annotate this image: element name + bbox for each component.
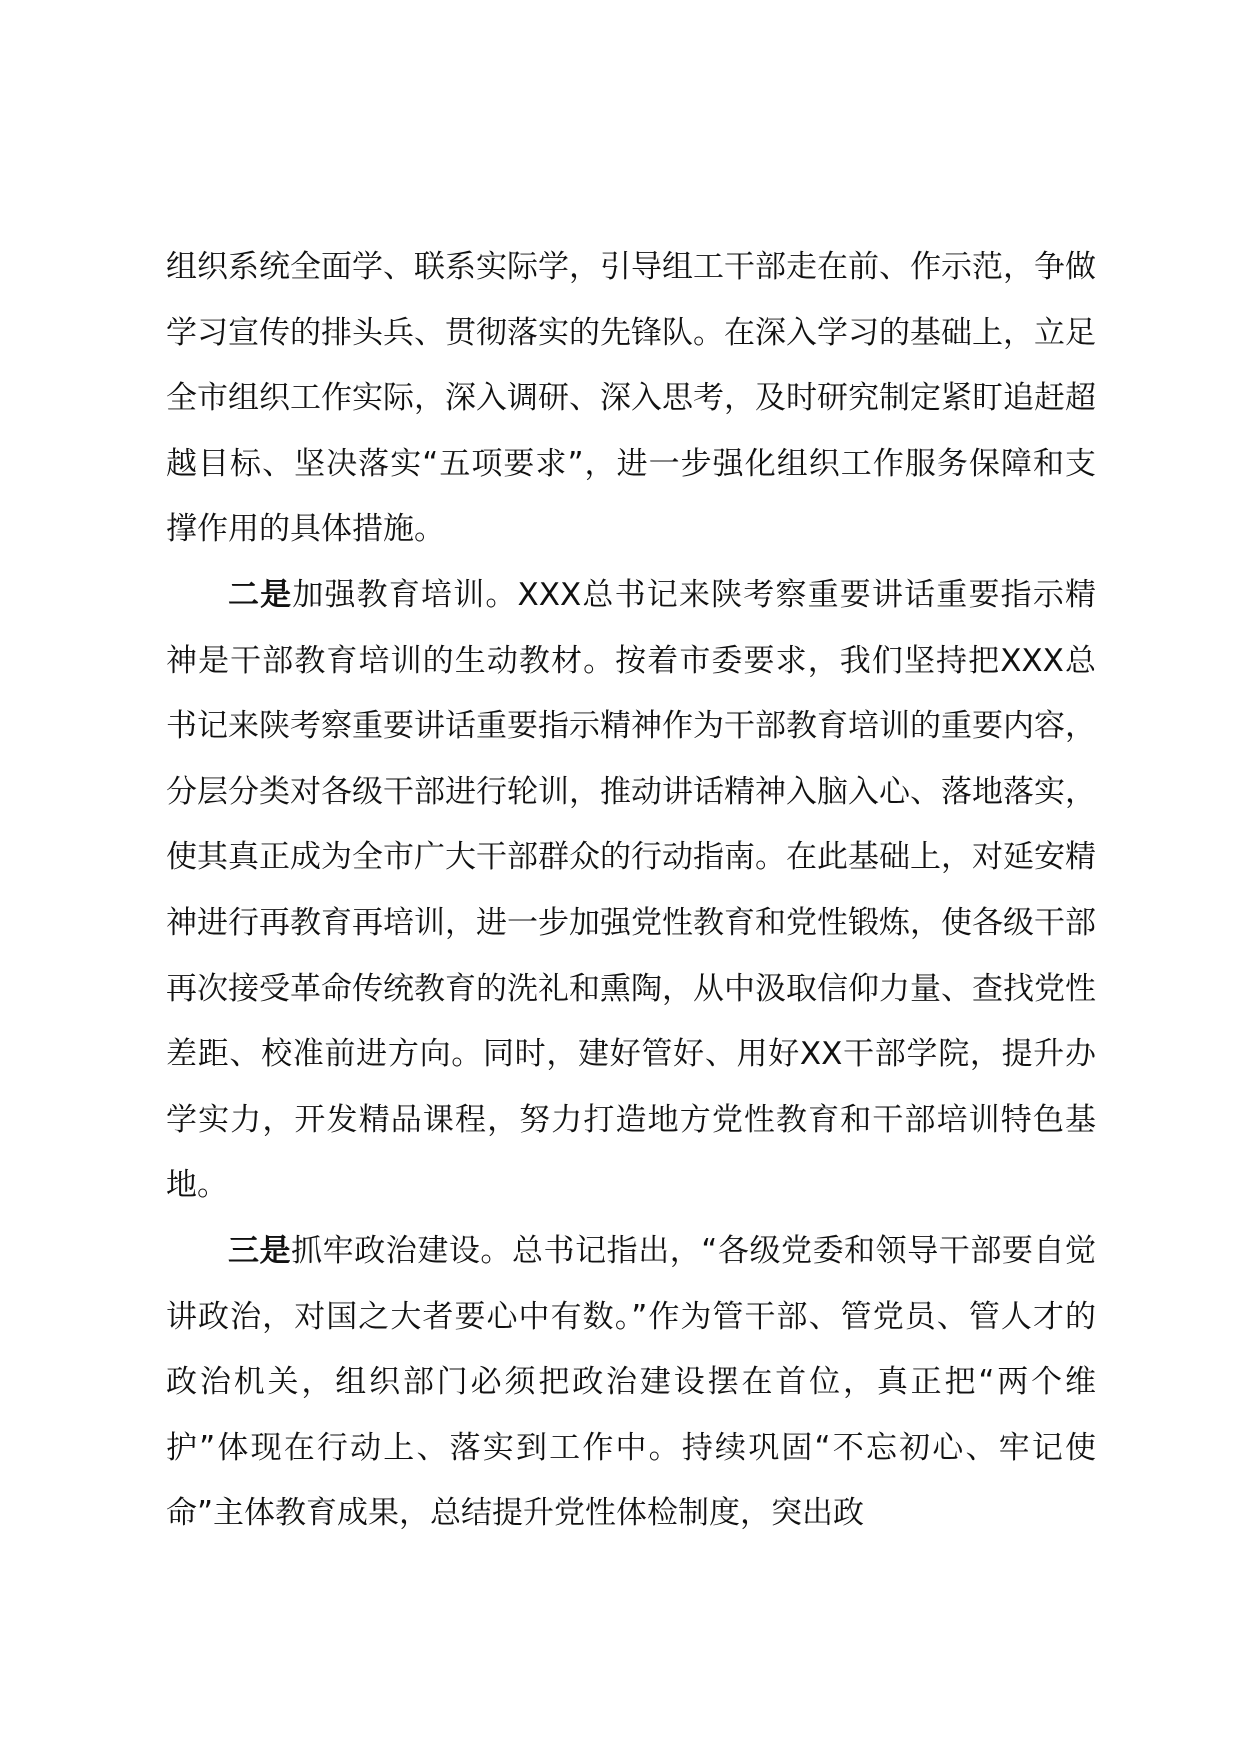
paragraph-2: [166, 563, 1096, 1219]
paragraph-2-text: 加强教育培训。XXX总书记来陕考察重要讲话重要指示精神是干部教育培训的生动教材。按着市委要求，我们坚持把XXX总书记来陕考察重要讲话重要指示精神作为干部教育培训的重要内容，分层分类对各级干部进行轮训，推动讲话精神入脑入心、落地落实，使其真正成为全市广大干部群众的行动指南。在此基础上，对延安精神进行再教育再培训，进一步加强党性教育和党性锻炼，使各级干部再次接受革命传统教育的洗礼和熏陶，从中汲取信仰力量、查找党性差距、校准前进方向。同时，建好管好、用好XX干部学院，提升办学实力，开发精品课程，努力打造地方党性教育和干部培训特色基地。: [166, 576, 1096, 1204]
paragraph-3-text: 抓牢政治建设。总书记指出，“各级党委和领导干部要自觉讲政治，对国之大者要心中有数。”作为管干部、管党员、管人才的政治机关，组织部门必须把政治建设摆在首位，真正把“两个维护”体现在行动上、落实到工作中。持续巩固“不忘初心、牢记使命”主体教育成果，总结提升党性体检制度，突出政: [166, 1232, 1096, 1532]
paragraph-2-lead: 二是: [228, 576, 293, 613]
paragraph-3-lead: 三是: [228, 1232, 292, 1269]
document-body: [166, 235, 1096, 1547]
paragraph-1: [166, 235, 1096, 563]
paragraph-1-text: 组织系统全面学、联系实际学，引导组工干部走在前、作示范，争做学习宣传的排头兵、贯彻落实的先锋队。在深入学习的基础上，立足全市组织工作实际，深入调研、深入思考，及时研究制定紧盯追赶超越目标、坚决落实“五项要求”，进一步强化组织工作服务保障和支撑作用的具体措施。: [166, 249, 1096, 548]
paragraph-3: [166, 1219, 1096, 1547]
